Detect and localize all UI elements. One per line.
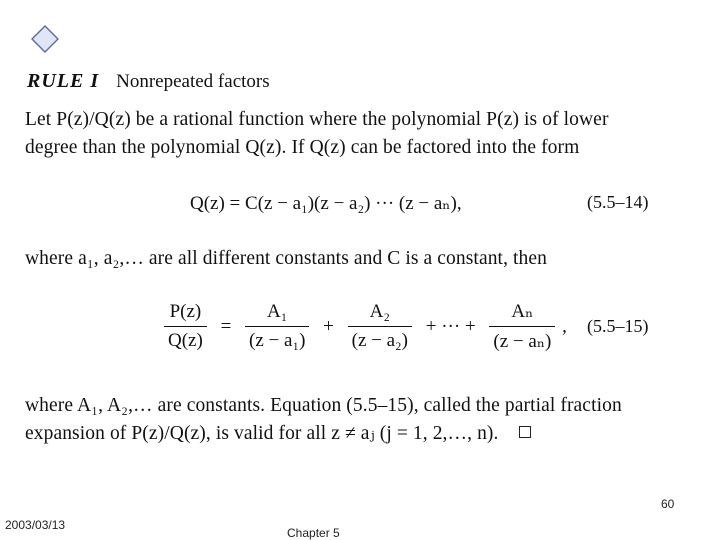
paragraph-conclusion-line2-text: expansion of P(z)/Q(z), is valid for all z ≠ aⱼ (j = 1, 2,…, n). [25, 423, 499, 444]
rule-subtitle: Nonrepeated factors [116, 71, 270, 92]
fraction-term-n [489, 300, 555, 353]
page-number: 60 [661, 497, 675, 511]
textbook-excerpt [22, 62, 662, 457]
rule-title: RULE I [27, 70, 100, 92]
paragraph-conclusion-line2 [25, 420, 622, 448]
plus-sign: + [323, 315, 334, 337]
equation-number-5-5-14: (5.5–14) [587, 192, 649, 212]
footer-date: 2003/03/13 [5, 518, 66, 532]
diamond-bullet-icon [30, 24, 60, 54]
fraction-term-1-denominator: (z − a₁) [249, 330, 306, 351]
paragraph-intro-line1: Let P(z)/Q(z) be a rational function where the polynomial P(z) is of lower [25, 109, 609, 130]
fraction-term-1 [245, 301, 309, 352]
equation-number-5-5-15: (5.5–15) [587, 316, 649, 336]
equals-sign: = [220, 315, 232, 337]
fraction-term-1-numerator: A₁ [245, 301, 309, 327]
equation-5-5-15 [162, 300, 574, 353]
paragraph-conclusion-line1: where A₁, A₂,… are constants. Equation (5.5–15), called the partial fraction [25, 395, 622, 416]
trailing-comma: , [562, 315, 567, 337]
rule-heading [27, 70, 270, 93]
paragraph-intro [25, 106, 609, 162]
fraction-term-2-numerator: A₂ [348, 301, 412, 327]
fraction-term-n-numerator: Aₙ [489, 300, 555, 327]
fraction-term-2 [348, 301, 412, 352]
fraction-lhs [164, 301, 207, 352]
fraction-lhs-denominator: Q(z) [168, 330, 203, 351]
fraction-term-2-denominator: (z − a₂) [351, 330, 408, 351]
paragraph-intro-line2: degree than the polynomial Q(z). If Q(z) can be factored into the form [25, 137, 580, 158]
equation-5-5-14: Q(z) = C(z − a₁)(z − a₂) ··· (z − aₙ), [190, 193, 462, 214]
footer-chapter: Chapter 5 [287, 526, 340, 540]
end-of-proof-icon [519, 426, 531, 438]
fraction-term-n-denominator: (z − aₙ) [493, 331, 552, 352]
ellipsis-sum: + ··· + [425, 315, 476, 337]
paragraph-constants: where a₁, a₂,… are all different constants and C is a constant, then [25, 248, 547, 269]
fraction-lhs-numerator: P(z) [164, 301, 207, 327]
paragraph-conclusion [25, 392, 622, 448]
